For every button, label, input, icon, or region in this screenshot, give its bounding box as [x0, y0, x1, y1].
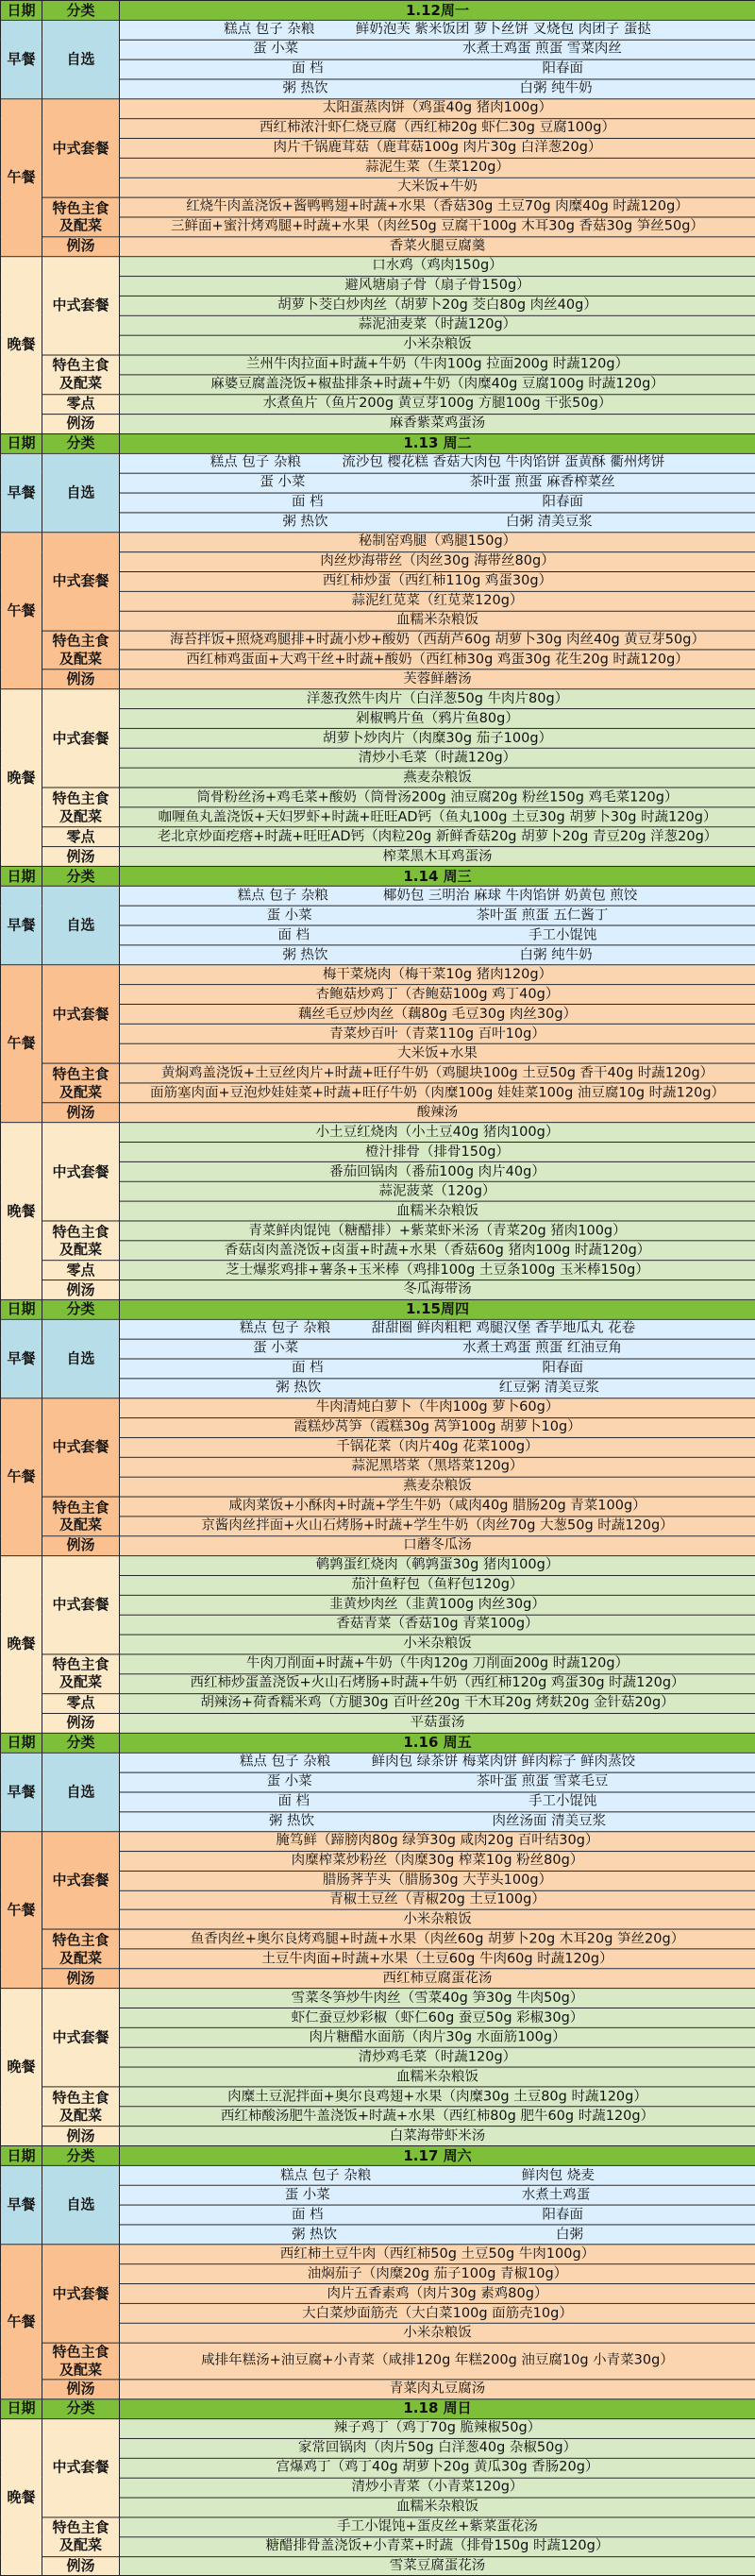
col-date-label: 日期	[1, 2146, 42, 2166]
menu-row	[1, 1536, 755, 1556]
group-label: 特色主食及配菜	[42, 355, 120, 395]
menu-row	[1, 394, 755, 414]
dish-cell: 肉片五香素鸡（肉片30g 素鸡80g）	[120, 2284, 755, 2304]
dish-cell: 大米饭+牛奶	[120, 178, 755, 197]
group-label: 中式套餐	[42, 965, 120, 1063]
meal-label: 晚餐	[1, 1989, 42, 2146]
dish-cell: 燕麦杂粮饭	[120, 769, 755, 788]
menu-row	[1, 532, 755, 551]
dish-cell: 梅干菜烧肉（梅干菜10g 猪肉120g）	[120, 965, 755, 985]
dish-cell: 鱼香肉丝+奥尔良烤鸡腿+时蔬+水果（肉丝60g 胡萝卜20g 木耳20g 笋丝20g）	[120, 1929, 755, 1949]
dish-cell: 雪菜豆腐蛋花汤	[120, 2556, 755, 2576]
menu-row	[1, 257, 755, 277]
group-label: 自选	[42, 1319, 120, 1398]
dish-cell: 小米杂粮饭	[120, 335, 755, 355]
col-date-label: 日期	[1, 1299, 42, 1319]
group-label: 中式套餐	[42, 1555, 120, 1653]
group-label: 自选	[42, 2166, 120, 2245]
menu-row	[1, 689, 755, 709]
menu-row	[1, 2418, 755, 2438]
col-category-label: 分类	[42, 867, 120, 887]
menu-row	[1, 99, 755, 119]
dish-cell: 胡辣汤+荷香糯米鸡（方腿30g 百叶丝20g 干木耳20g 烤麸20g 金针菇20g）	[120, 1693, 755, 1713]
dish-cell: 榨菜黑木耳鸡蛋汤	[120, 847, 755, 867]
dish-cell: 韭黄炒肉丝（韭黄100g 肉丝30g）	[120, 1595, 755, 1615]
col-category-label: 分类	[42, 0, 120, 20]
dish-cell: 手工小馄饨+蛋皮丝+紫菜蛋花汤	[120, 2517, 755, 2536]
dish-cell: 麻香紫菜鸡蛋汤	[120, 414, 755, 433]
group-label: 例汤	[42, 2127, 120, 2146]
menu-row	[1, 631, 755, 651]
group-label: 特色主食及配菜	[42, 2343, 120, 2379]
col-date-label: 日期	[1, 433, 42, 453]
dish-cell: 胡萝卜炒肉片（肉糜30g 茄子100g）	[120, 729, 755, 749]
dish-cell: 蒜泥油麦菜（时蔬120g）	[120, 315, 755, 335]
dish-cell: 避风塘扇子骨（扇子骨150g）	[120, 276, 755, 296]
menu-row	[1, 1398, 755, 1418]
dish-cell: 肉糜榨菜炒粉丝（肉糜30g 榨菜10g 粉丝80g）	[120, 1851, 755, 1871]
menu-row	[1, 237, 755, 257]
meal-label: 午餐	[1, 532, 42, 689]
dish-cell: 蒜泥黑塔菜（黑塔菜120g）	[120, 1457, 755, 1477]
meal-label: 早餐	[1, 1319, 42, 1398]
dish-cell: 血糯米杂粮饭	[120, 611, 755, 631]
group-label: 特色主食及配菜	[42, 1654, 120, 1694]
meal-label: 晚餐	[1, 1555, 42, 1733]
menu-row	[1, 355, 755, 375]
group-label: 特色主食及配菜	[42, 788, 120, 827]
dish-cell: 咸肉菜饭+小酥肉+时蔬+学生牛奶（咸肉40g 腊肠20g 青菜100g）	[120, 1497, 755, 1517]
dish-cell: 洋葱孜然牛肉片（白洋葱50g 牛肉片80g）	[120, 689, 755, 709]
dish-cell: 口蘑冬瓜汤	[120, 1536, 755, 1556]
dish-cell: 糕点 包子 杂粮 鲜肉包 绿茶饼 梅菜肉饼 鲜肉粽子 鲜肉蒸饺	[120, 1753, 755, 1772]
group-label: 例汤	[42, 1536, 120, 1556]
dish-cell: 蛋 小菜 茶叶蛋 煎蛋 麻香榨菜丝	[120, 473, 755, 493]
group-label: 例汤	[42, 1713, 120, 1733]
dish-cell: 秘制窑鸡腿（鸡腿150g）	[120, 532, 755, 551]
dish-cell: 黄焖鸡盖浇饭+土豆丝肉片+时蔬+旺仔牛奶（鸡腿块100g 土豆50g 香干40g 时蔬120g）	[120, 1063, 755, 1083]
menu-row	[1, 1831, 755, 1851]
meal-label: 早餐	[1, 1753, 42, 1831]
menu-row	[1, 965, 755, 985]
dish-cell: 面 档 阳春面	[120, 2205, 755, 2225]
day-header-row	[1, 2146, 755, 2166]
dish-cell: 面 档 阳春面	[120, 1359, 755, 1379]
dish-cell: 小米杂粮饭	[120, 1635, 755, 1654]
dish-cell: 牛肉清炖白萝卜（牛肉100g 萝卜60g）	[120, 1398, 755, 1418]
dish-cell: 油焖茄子（肉糜20g 茄子100g 青椒10g）	[120, 2264, 755, 2284]
dish-cell: 橙汁排骨（排骨150g）	[120, 1143, 755, 1162]
menu-row	[1, 1103, 755, 1123]
dish-cell: 糕点 包子 杂粮 甜甜圈 鲜肉粗粑 鸡腿汉堡 香芋地瓜丸 花卷	[120, 1319, 755, 1339]
day-title: 1.14 周三	[120, 867, 755, 887]
dish-cell: 三鲜面+蜜汁烤鸡腿+时蔬+水果（肉丝50g 豆腐干100g 木耳30g 香菇30g 笋丝50g）	[120, 217, 755, 237]
dish-cell: 茄汁鱼籽包（鱼籽包120g）	[120, 1575, 755, 1595]
menu-row	[1, 1063, 755, 1083]
dish-cell: 肉片糖醋水面筋（肉片30g 水面筋100g）	[120, 2028, 755, 2048]
group-label: 零点	[42, 1693, 120, 1713]
group-label: 特色主食及配菜	[42, 1929, 120, 1969]
dish-cell: 蛋 小菜 茶叶蛋 煎蛋 五仁酱丁	[120, 906, 755, 925]
dish-cell: 蛋 小菜 水煮土鸡蛋 煎蛋 红油豆角	[120, 1339, 755, 1359]
group-label: 例汤	[42, 237, 120, 257]
group-label: 中式套餐	[42, 2245, 120, 2343]
group-label: 自选	[42, 887, 120, 965]
day-header-row	[1, 1733, 755, 1753]
group-label: 中式套餐	[42, 99, 120, 197]
group-label: 例汤	[42, 1103, 120, 1123]
meal-label: 晚餐	[1, 689, 42, 867]
dish-cell: 糕点 包子 杂粮 椰奶包 三明治 麻球 牛肉馅饼 奶黄包 煎饺	[120, 887, 755, 907]
group-label: 中式套餐	[42, 1831, 120, 1929]
dish-cell: 京酱肉丝拌面+火山石烤肠+时蔬+学生牛奶（肉丝70g 大葱50g 时蔬120g）	[120, 1517, 755, 1536]
dish-cell: 虾仁蚕豆炒彩椒（虾仁60g 蚕豆50g 彩椒30g）	[120, 2008, 755, 2028]
group-label: 自选	[42, 453, 120, 532]
dish-cell: 香菜火腿豆腐羹	[120, 237, 755, 257]
dish-cell: 剁椒鸭片鱼（鸦片鱼80g）	[120, 709, 755, 729]
group-label: 例汤	[42, 2556, 120, 2576]
dish-cell: 芝士爆浆鸡排+薯条+玉米棒（鸡排100g 土豆条100g 玉米棒150g）	[120, 1261, 755, 1280]
dish-cell: 太阳蛋蒸肉饼（鸡蛋40g 猪肉100g）	[120, 99, 755, 119]
menu-row	[1, 1929, 755, 1949]
col-date-label: 日期	[1, 1733, 42, 1753]
group-label: 例汤	[42, 847, 120, 867]
dish-cell: 兰州牛肉拉面+时蔬+牛奶（牛肉100g 拉面200g 时蔬120g）	[120, 355, 755, 375]
dish-cell: 酸辣汤	[120, 1103, 755, 1123]
dish-cell: 小土豆红烧肉（小土豆40g 猪肉100g）	[120, 1123, 755, 1143]
group-label: 自选	[42, 20, 120, 98]
dish-cell: 燕麦杂粮饭	[120, 1477, 755, 1497]
dish-cell: 牛肉刀削面+时蔬+牛奶（牛肉120g 刀削面200g 时蔬120g）	[120, 1654, 755, 1674]
meal-label: 午餐	[1, 1398, 42, 1556]
day-title: 1.18 周日	[120, 2398, 755, 2418]
meal-label: 早餐	[1, 20, 42, 98]
menu-row	[1, 847, 755, 867]
menu-body	[1, 0, 755, 2575]
dish-cell: 青菜炒百叶（青菜110g 百叶10g）	[120, 1025, 755, 1044]
dish-cell: 平菇蛋汤	[120, 1713, 755, 1733]
dish-cell: 肉片千锅鹿茸菇（鹿茸菇100g 肉片30g 白洋葱20g）	[120, 138, 755, 158]
menu-row	[1, 1280, 755, 1300]
dish-cell: 雪菜冬笋炒牛肉丝（雪菜40g 笋30g 牛肉50g）	[120, 1989, 755, 2008]
dish-cell: 辣子鸡丁（鸡丁70g 脆辣椒50g）	[120, 2418, 755, 2438]
group-label: 零点	[42, 1261, 120, 1280]
menu-row	[1, 20, 755, 40]
menu-row	[1, 1221, 755, 1241]
dish-cell: 红烧牛肉盖浇饭+酱鸭鸭翅+时蔬+水果（香菇30g 土豆70g 肉糜40g 时蔬120g）	[120, 197, 755, 217]
meal-label: 午餐	[1, 99, 42, 257]
day-title: 1.17 周六	[120, 2146, 755, 2166]
dish-cell: 千锅花菜（肉片40g 花菜100g）	[120, 1437, 755, 1457]
dish-cell: 大白菜炒面筋壳（大白菜100g 面筋壳10g）	[120, 2304, 755, 2324]
group-label: 中式套餐	[42, 532, 120, 630]
meal-label: 午餐	[1, 965, 42, 1123]
dish-cell: 粥 热饮 白粥	[120, 2225, 755, 2245]
dish-cell: 白菜海带虾米汤	[120, 2127, 755, 2146]
group-label: 零点	[42, 394, 120, 414]
group-label: 例汤	[42, 669, 120, 689]
dish-cell: 口水鸡（鸡肉150g）	[120, 257, 755, 277]
dish-cell: 糕点 包子 杂粮 鲜肉包 烧麦	[120, 2166, 755, 2186]
dish-cell: 香菇卤肉盖浇饭+卤蛋+时蔬+水果（香菇60g 猪肉100g 时蔬120g）	[120, 1241, 755, 1261]
group-label: 特色主食及配菜	[42, 197, 120, 237]
dish-cell: 麻婆豆腐盖浇饭+椒盐排条+时蔬+牛奶（肉糜40g 豆腐100g 时蔬120g）	[120, 375, 755, 395]
day-title: 1.15周四	[120, 1299, 755, 1319]
group-label: 例汤	[42, 1969, 120, 1989]
dish-cell: 蒜泥菠菜（120g）	[120, 1181, 755, 1201]
group-label: 零点	[42, 827, 120, 847]
day-header-row	[1, 0, 755, 20]
menu-row	[1, 1693, 755, 1713]
dish-cell: 霞糕炒莴笋（霞糕30g 莴笋100g 胡萝卜10g）	[120, 1417, 755, 1437]
dish-cell: 鹌鹑蛋红烧肉（鹌鹑蛋30g 猪肉100g）	[120, 1555, 755, 1575]
group-label: 中式套餐	[42, 1123, 120, 1221]
group-label: 中式套餐	[42, 257, 120, 355]
day-title: 1.16 周五	[120, 1733, 755, 1753]
dish-cell: 筒骨粉丝汤+鸡毛菜+酸奶（筒骨汤200g 油豆腐20g 粉丝150g 鸡毛菜120g）	[120, 788, 755, 807]
dish-cell: 芙蓉鲜蘑汤	[120, 669, 755, 689]
menu-row	[1, 197, 755, 217]
dish-cell: 血糯米杂粮饭	[120, 2498, 755, 2517]
dish-cell: 腊肠荠芋头（腊肠30g 大芋头100g）	[120, 1871, 755, 1890]
dish-cell: 面 档 手工小馄饨	[120, 1792, 755, 1812]
menu-row	[1, 2517, 755, 2536]
dish-cell: 血糯米杂粮饭	[120, 2067, 755, 2087]
dish-cell: 粥 热饮 肉丝汤面 清美豆浆	[120, 1811, 755, 1831]
col-date-label: 日期	[1, 867, 42, 887]
col-category-label: 分类	[42, 433, 120, 453]
dish-cell: 冬瓜海带汤	[120, 1280, 755, 1300]
meal-label: 早餐	[1, 2166, 42, 2245]
menu-row	[1, 1123, 755, 1143]
menu-row	[1, 1654, 755, 1674]
dish-cell: 番茄回锅肉（番茄100g 肉片40g）	[120, 1161, 755, 1181]
meal-label: 晚餐	[1, 257, 42, 434]
day-header-row	[1, 867, 755, 887]
dish-cell: 青菜肉丸豆腐汤	[120, 2380, 755, 2399]
dish-cell: 咖喱鱼丸盖浇饭+天妇罗虾+时蔬+旺旺AD钙（鱼丸100g 土豆30g 胡萝卜30g 时蔬120g）	[120, 807, 755, 827]
dish-cell: 糕点 包子 杂粮 流沙包 樱花糕 香菇大肉包 牛肉馅饼 蛋黄酥 衢州烤饼	[120, 453, 755, 473]
dish-cell: 藕丝毛豆炒肉丝（藕80g 毛豆30g 肉丝30g）	[120, 1005, 755, 1025]
menu-row	[1, 788, 755, 807]
menu-row	[1, 1319, 755, 1339]
col-category-label: 分类	[42, 1299, 120, 1319]
dish-cell: 面 档 阳春面	[120, 59, 755, 79]
menu-row	[1, 2380, 755, 2399]
dish-cell: 胡萝卜茭白炒肉丝（胡萝卜20g 茭白80g 肉丝40g）	[120, 296, 755, 315]
dish-cell: 蛋 小菜 水煮土鸡蛋 煎蛋 雪菜肉丝	[120, 40, 755, 59]
dish-cell: 清炒鸡毛菜（时蔬120g）	[120, 2048, 755, 2068]
dish-cell: 小米杂粮饭	[120, 2323, 755, 2343]
menu-row	[1, 2127, 755, 2146]
menu-row	[1, 2166, 755, 2186]
dish-cell: 蛋 小菜 茶叶蛋 煎蛋 雪菜毛豆	[120, 1772, 755, 1792]
group-label: 特色主食及配菜	[42, 2087, 120, 2127]
dish-cell: 海苔拌饭+照烧鸡腿排+时蔬小炒+酸奶（西葫芦60g 胡萝卜30g 肉丝40g 黄豆芽50g）	[120, 631, 755, 651]
menu-row	[1, 414, 755, 433]
dish-cell: 蒜泥红苋菜（红苋菜120g）	[120, 591, 755, 611]
col-date-label: 日期	[1, 0, 42, 20]
group-label: 例汤	[42, 414, 120, 433]
dish-cell: 面 档 手工小馄饨	[120, 925, 755, 945]
meal-label: 午餐	[1, 1831, 42, 1989]
dish-cell: 糖醋排骨盖浇饭+小青菜+时蔬（排骨150g 时蔬120g）	[120, 2536, 755, 2556]
menu-row	[1, 1753, 755, 1772]
menu-row	[1, 887, 755, 907]
dish-cell: 肉糜土豆泥拌面+奥尔良鸡翅+水果（肉糜30g 土豆80g 时蔬120g）	[120, 2087, 755, 2107]
dish-cell: 青菜鲜肉馄饨（糖醋排）+紫菜虾米汤（青菜20g 猪肉100g）	[120, 1221, 755, 1241]
col-category-label: 分类	[42, 2146, 120, 2166]
group-label: 例汤	[42, 1280, 120, 1300]
meal-label: 午餐	[1, 2245, 42, 2398]
day-header-row	[1, 1299, 755, 1319]
menu-row	[1, 2087, 755, 2107]
menu-row	[1, 1713, 755, 1733]
dish-cell: 蒜泥生菜（生菜120g）	[120, 158, 755, 178]
group-label: 自选	[42, 1753, 120, 1831]
dish-cell: 西红柿土豆牛肉（西红柿50g 土豆50g 牛肉100g）	[120, 2245, 755, 2264]
dish-cell: 清炒小青菜（小青菜120g）	[120, 2478, 755, 2498]
dish-cell: 粥 热饮 红豆粥 清美豆浆	[120, 1379, 755, 1398]
dish-cell: 西红柿浓汁虾仁烧豆腐（西红柿20g 虾仁30g 豆腐100g）	[120, 119, 755, 139]
menu-row	[1, 1555, 755, 1575]
dish-cell: 粥 热饮 白粥 纯牛奶	[120, 79, 755, 99]
dish-cell: 面 档 阳春面	[120, 493, 755, 513]
dish-cell: 面筋塞肉面+豆泡炒娃娃菜+时蔬+旺仔牛奶（肉糜100g 娃娃菜100g 油豆腐10g 时蔬120g）	[120, 1083, 755, 1103]
menu-row	[1, 1261, 755, 1280]
dish-cell: 血糯米杂粮饭	[120, 1201, 755, 1221]
dish-cell: 家常回锅肉（肉片50g 白洋葱40g 杂椒50g）	[120, 2438, 755, 2458]
meal-label: 晚餐	[1, 1123, 42, 1300]
menu-row	[1, 453, 755, 473]
dish-cell: 宫爆鸡丁（鸡丁40g 胡萝卜20g 黄瓜30g 香肠20g）	[120, 2458, 755, 2478]
dish-cell: 西红柿炒蛋盖浇饭+火山石烤肠+时蔬+牛奶（西红柿120g 鸡蛋30g 时蔬120g）	[120, 1673, 755, 1693]
meal-label: 晚餐	[1, 2418, 42, 2576]
group-label: 中式套餐	[42, 1398, 120, 1497]
dish-cell: 西红柿鸡蛋面+大鸡干丝+时蔬+酸奶（西红柿30g 鸡蛋30g 花生20g 时蔬120g）	[120, 650, 755, 669]
menu-row	[1, 669, 755, 689]
group-label: 中式套餐	[42, 1989, 120, 2087]
col-category-label: 分类	[42, 1733, 120, 1753]
group-label: 特色主食及配菜	[42, 631, 120, 670]
day-header-row	[1, 433, 755, 453]
dish-cell: 腌笃鲜（蹄膀肉80g 绿笋30g 咸肉20g 百叶结30g）	[120, 1831, 755, 1851]
dish-cell: 粥 热饮 白粥 清美豆浆	[120, 513, 755, 533]
dish-cell: 土豆牛肉面+时蔬+水果（土豆60g 牛肉60g 时蔬120g）	[120, 1949, 755, 1969]
meal-label: 早餐	[1, 887, 42, 965]
group-label: 例汤	[42, 2380, 120, 2399]
menu-row	[1, 2245, 755, 2264]
col-date-label: 日期	[1, 2398, 42, 2418]
dish-cell: 肉丝炒海带丝（肉丝30g 海带丝80g）	[120, 551, 755, 571]
dish-cell: 清炒小毛菜（时蔬120g）	[120, 749, 755, 769]
dish-cell: 小米杂粮饭	[120, 1910, 755, 1930]
group-label: 中式套餐	[42, 2418, 120, 2517]
dish-cell: 糕点 包子 杂粮 鲜奶泡芙 紫米饭团 萝卜丝饼 叉烧包 肉团子 蛋挞	[120, 20, 755, 40]
dish-cell: 西红柿酸汤肥牛盖浇饭+时蔬+水果（西红柿80g 肥牛60g 时蔬120g）	[120, 2107, 755, 2127]
group-label: 特色主食及配菜	[42, 1063, 120, 1103]
group-label: 特色主食及配菜	[42, 1221, 120, 1261]
dish-cell: 大米饭+水果	[120, 1043, 755, 1063]
group-label: 特色主食及配菜	[42, 1497, 120, 1536]
dish-cell: 西红柿炒蛋（西红柿110g 鸡蛋30g）	[120, 571, 755, 591]
group-label: 中式套餐	[42, 689, 120, 788]
menu-row	[1, 827, 755, 847]
dish-cell: 蛋 小菜 水煮土鸡蛋	[120, 2185, 755, 2205]
day-header-row	[1, 2398, 755, 2418]
menu-row	[1, 2343, 755, 2379]
dish-cell: 咸排年糕汤+油豆腐+小青菜（咸排120g 年糕200g 油豆腐10g 小青菜30g）	[120, 2343, 755, 2379]
dish-cell: 西红柿豆腐蛋花汤	[120, 1969, 755, 1989]
dish-cell: 粥 热饮 白粥 纯牛奶	[120, 945, 755, 965]
dish-cell: 香菇青菜（香菇10g 青菜100g）	[120, 1615, 755, 1635]
day-title: 1.13 周二	[120, 433, 755, 453]
meal-label: 早餐	[1, 453, 42, 532]
menu-row	[1, 1969, 755, 1989]
day-title: 1.12周一	[120, 0, 755, 20]
dish-cell: 老北京炒面疙瘩+时蔬+旺旺AD钙（肉粒20g 新鲜香菇20g 胡萝卜20g 青豆20g 洋葱20g）	[120, 827, 755, 847]
col-category-label: 分类	[42, 2398, 120, 2418]
dish-cell: 水煮鱼片（鱼片200g 黄豆芽100g 方腿100g 干张50g）	[120, 394, 755, 414]
dish-cell: 青椒土豆丝（青椒20g 土豆100g）	[120, 1890, 755, 1910]
dish-cell: 杏鲍菇炒鸡丁（杏鲍菇100g 鸡丁40g）	[120, 985, 755, 1005]
menu-row	[1, 1989, 755, 2008]
menu-row	[1, 2556, 755, 2576]
group-label: 特色主食及配菜	[42, 2517, 120, 2556]
menu-row	[1, 1497, 755, 1517]
